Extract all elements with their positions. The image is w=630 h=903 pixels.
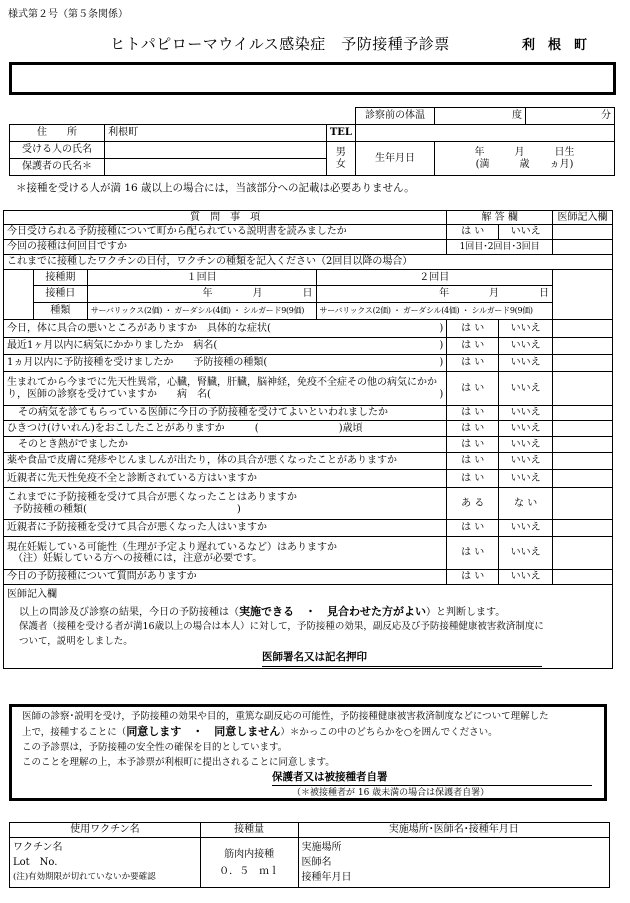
doctor-judgment: 以上の問診及び診察の結果，今日の予防接種は（実施できる ・ 見合わせた方がよい）と判断します。 (19, 604, 506, 618)
vacc-type-1[interactable]: サーバリックス(2価) ・ ガーダシル(4価) ・ シルガード9(9価) (87, 303, 316, 320)
q6-doctor[interactable] (553, 355, 613, 372)
q9-no[interactable]: いいえ (499, 421, 553, 437)
q9-doctor[interactable] (553, 421, 613, 437)
q1-yes[interactable]: は い (447, 225, 499, 240)
guardian-label: 保護者の氏名＊ (10, 159, 105, 176)
vacc-date-2[interactable]: 年 月 日 (316, 286, 553, 303)
q16-no[interactable]: いいえ (499, 570, 553, 585)
date-label: 接種年月日 (301, 872, 352, 883)
q2-text: 今回の接種は何回目ですか (4, 240, 447, 255)
q7-doctor[interactable] (553, 372, 613, 406)
sex-field[interactable] (326, 142, 355, 176)
form-title: ヒトパピローマウイルス感染症 予防接種予診票 (110, 35, 450, 53)
q13-nai[interactable]: な い (499, 488, 553, 520)
q5-no[interactable]: いいえ (499, 338, 553, 355)
doctor-section[interactable] (4, 585, 613, 669)
address-field[interactable]: 利根町 (105, 125, 327, 142)
q1-doctor[interactable] (553, 225, 613, 240)
q9-text: ひきつけ(けいれん)をおこしたことがありますか ( )歳頃 (4, 421, 447, 437)
doctor-explain-2: ついて，説明をしました。 (19, 635, 133, 647)
expiry-note: (注)有効期限が切れていないか要確認 (13, 872, 156, 882)
q6-text: 1ヵ月以内に予防接種を受けましたか 予防接種の種類( ) (4, 355, 447, 372)
vacc-period-label: 接種期 (33, 270, 87, 286)
q12-no[interactable]: いいえ (499, 470, 553, 488)
age-note: ＊接種を受ける人が満 16 歳以上の場合には，当該部分への記載は必要ありません。 (16, 182, 415, 194)
doctor-explain-1: 保護者（接種を受ける者が満16歳以上の場合は本人）に対して，予防接種の効果，副反応及び予防接種健康被害救済制度に (19, 621, 544, 632)
q16-yes[interactable]: は い (447, 570, 499, 585)
place-header: 実施場所･医師名･接種年月日 (298, 823, 609, 838)
q16-text: 今日の予防接種について質問がありますか (4, 570, 447, 585)
vacc-second: ２回目 (316, 270, 553, 286)
q6-yes[interactable]: は い (447, 355, 499, 372)
q14-yes[interactable]: は い (447, 520, 499, 537)
address-label: 住 所 (10, 125, 105, 142)
q15-doctor[interactable] (553, 537, 613, 570)
q4-text: 今日，体に具合の悪いところがありますか 具体的な症状( ) (4, 320, 447, 338)
vaccine-name-label: ワクチン名 (13, 842, 63, 853)
recipient-field[interactable] (105, 142, 327, 159)
q4-yes[interactable]: は い (447, 320, 499, 338)
consent-line-3: この予診票は，予防接種の安全性の確保を目的としています。 (22, 742, 288, 753)
q8-text: その病気を診てもらっている医師に今日の予防接種を受けてよいといわれましたか (4, 406, 447, 421)
doctor-section-label: 医師記入欄 (7, 589, 57, 600)
q14-text: 近親者に予防接種を受けて具合が悪くなった人はいますか (4, 520, 447, 537)
birth-label: 生年月日 (355, 142, 434, 176)
dose-route: 筋肉内接種 (224, 848, 275, 860)
answers-header: 解 答 欄 (447, 211, 553, 225)
dose-cell[interactable] (200, 838, 298, 888)
q15-text: 現在妊娠している可能性（生理が予定より遅れているなど）はありますか （注）妊娠している方への接種には，注意が必要です。 (4, 537, 447, 570)
q5-doctor[interactable] (553, 338, 613, 355)
consent-line-1: 医師の診察･説明を受け，予防接種の効果や目的，重篤な副反応の可能性，予防接種健康被害救済制度などについて理解した (22, 711, 549, 722)
q9-yes[interactable]: は い (447, 421, 499, 437)
doctor-name-label: 医師名 (301, 857, 332, 868)
q12-doctor[interactable] (553, 470, 613, 488)
q2-doctor[interactable] (553, 240, 613, 255)
vaccine-record-table (9, 822, 610, 888)
q10-doctor[interactable] (553, 437, 613, 453)
q14-doctor[interactable] (553, 520, 613, 537)
header-box[interactable] (9, 62, 616, 95)
dose-header: 接種量 (200, 823, 298, 838)
birth-ymd: 年 月 日生 (474, 147, 575, 158)
form-number: 様式第２号（第５条関係） (8, 9, 128, 20)
q4-no[interactable]: いいえ (499, 320, 553, 338)
q15-no[interactable]: いいえ (499, 537, 553, 570)
tel-field[interactable] (355, 125, 614, 142)
q13-text: これまでに予防接種を受けて具合が悪くなったことはありますか 予防接種の種類( ) (4, 488, 447, 520)
questions-header: 質 問 事 項 (4, 211, 447, 225)
tel-label: TEL (326, 125, 355, 142)
vacc-type-2[interactable]: サーバリックス(2価) ・ ガーダシル(4価) ・ シルガード9(9価) (316, 303, 553, 320)
recipient-label: 受ける人の氏名 (10, 142, 105, 159)
temp-label: 診察前の体温 (355, 108, 434, 125)
q5-text: 最近1ヶ月以内に病気にかかりましたか 病名( ) (4, 338, 447, 355)
vaccine-cell[interactable] (10, 838, 201, 888)
temp-do[interactable]: 度 (434, 108, 525, 125)
q10-yes[interactable]: は い (447, 437, 499, 453)
doctor-signature[interactable]: 医師署名又は記名押印 (7, 649, 609, 666)
place-label: 実施場所 (301, 842, 342, 853)
consent-line-4: このことを理解の上，本予診票が利根町に提出されることに同意します。 (22, 757, 335, 768)
doctor-header: 医師記入欄 (553, 211, 613, 225)
q8-yes[interactable]: は い (447, 406, 499, 421)
town-name: 利 根 町 (522, 38, 588, 53)
dose-amount: ０．５ ｍｌ (219, 865, 280, 877)
lot-label: Lot No. (13, 857, 58, 868)
consent-box (9, 704, 607, 801)
vaccine-header: 使用ワクチン名 (10, 823, 201, 838)
q8-no[interactable]: いいえ (499, 406, 553, 421)
q12-text: 近親者に先天性免疫不全と診断されている方はいますか (4, 470, 447, 488)
q8-doctor[interactable] (553, 406, 613, 421)
q11-yes[interactable]: は い (447, 453, 499, 470)
vacc-date-1[interactable]: 年 月 日 (87, 286, 316, 303)
q11-doctor[interactable] (553, 453, 613, 470)
q6-no[interactable]: いいえ (499, 355, 553, 372)
q11-text: 薬や食品で皮膚に発疹やじんましんが出たり，体の具合が悪くなったことがありますか (4, 453, 447, 470)
q10-no[interactable]: いいえ (499, 437, 553, 453)
q13-aru[interactable]: あ る (447, 488, 499, 520)
personal-info-table (9, 107, 615, 176)
q16-doctor[interactable] (553, 570, 613, 585)
guardian-field[interactable] (105, 159, 327, 176)
birth-field[interactable] (434, 142, 614, 176)
vacc-date-label: 接種日 (33, 286, 87, 303)
q7-text: 生まれてから今までに先天性異常，心臓，腎臓，肝臓，脳神経，免疫不全症その他の病気にかか り，医師の診察を受けていますか 病 名( ) (4, 372, 447, 406)
q13-doctor[interactable] (553, 488, 613, 520)
birth-age: (満 歳 ヵ月) (475, 158, 574, 170)
q11-no[interactable]: いいえ (499, 453, 553, 470)
q4-doctor[interactable] (553, 320, 613, 338)
consent-signature[interactable]: 保護者又は被接種者自署 (22, 770, 604, 786)
sex-male: 男 (335, 147, 346, 158)
q14-no[interactable]: いいえ (499, 520, 553, 537)
q15-yes[interactable]: は い (447, 537, 499, 570)
q5-yes[interactable]: は い (447, 338, 499, 355)
q1-no[interactable]: いいえ (499, 225, 553, 240)
sex-female: 女 (335, 158, 346, 170)
place-cell[interactable] (298, 838, 609, 888)
consent-line-2[interactable]: 上で，接種することに（同意します ・ 同意しません）＊かっこの中のどちらかを○を囲んでください。 (22, 725, 498, 738)
temp-bu[interactable]: 分 (525, 108, 614, 125)
q3-text: これまでに接種したワクチンの日付，ワクチンの種類を記入ください（2回目以降の場合） (4, 255, 613, 270)
consent-sign-note: （＊被接種者が 16 歳未満の場合は保護者自署） (292, 788, 490, 798)
q12-yes[interactable]: は い (447, 470, 499, 488)
q7-no[interactable]: いいえ (499, 372, 553, 406)
q1-text: 今日受けられる予防接種について町から配られている説明書を読みましたか (4, 225, 447, 240)
questionnaire-table (3, 210, 613, 669)
q2-answer[interactable]: 1回目･2回目･3回目 (447, 240, 553, 255)
vacc-type-label: 種類 (33, 303, 87, 320)
vacc-first: １回目 (87, 270, 316, 286)
q10-text: そのとき熱がでましたか (4, 437, 447, 453)
q7-yes[interactable]: は い (447, 372, 499, 406)
